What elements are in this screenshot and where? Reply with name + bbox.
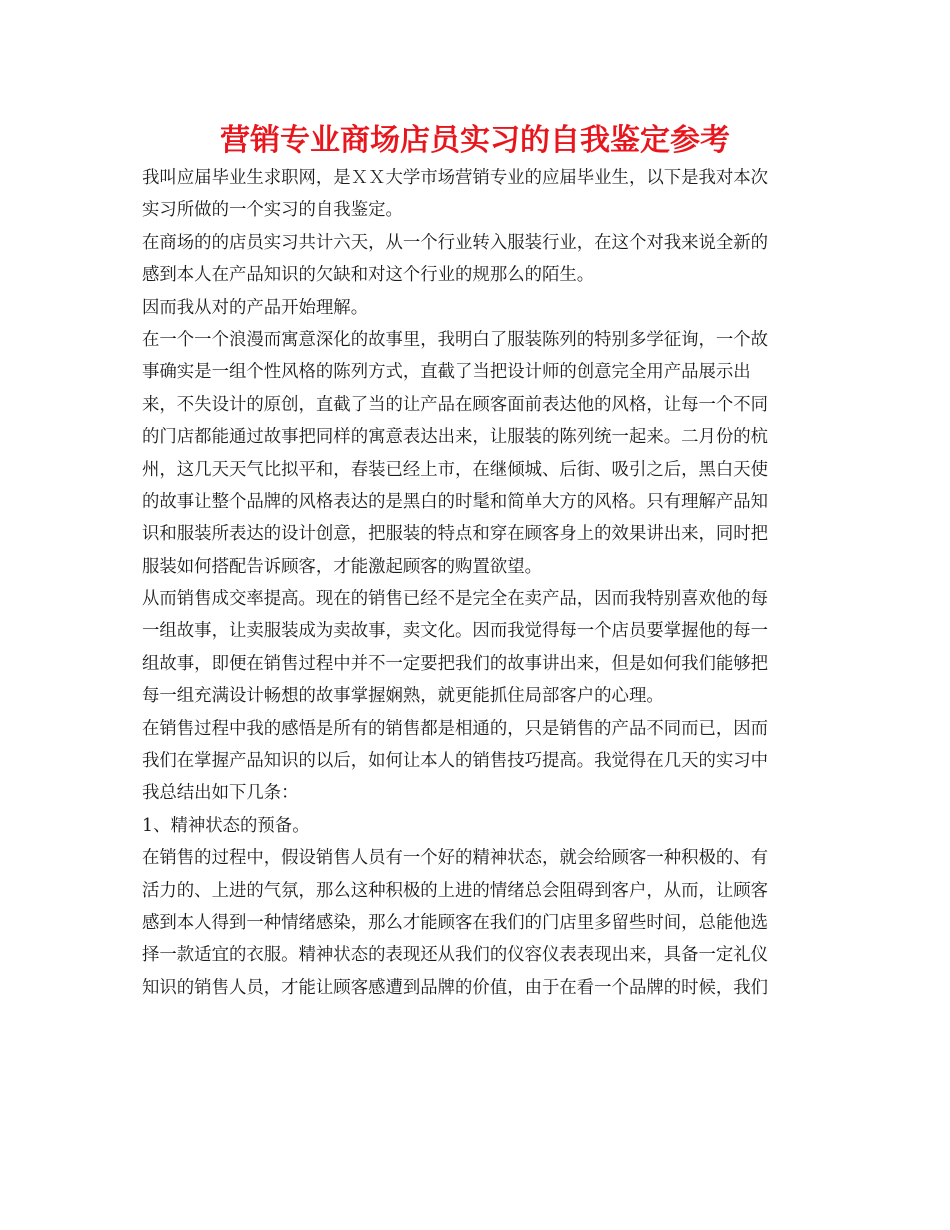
body-line: 因而我从对的产品开始理解。	[142, 297, 369, 318]
body-line: 择一款适宜的衣服。精神状态的表现还从我们的仪容仪表表现出来，具备一定礼仪	[142, 945, 769, 966]
body-line: 识和服装所表达的设计创意，把服装的特点和穿在顾客身上的效果讲出来，同时把	[142, 524, 769, 545]
body-line: 我叫应届毕业生求职网，是ＸＸ大学市场营销专业的应届毕业生，以下是我对本次	[142, 168, 769, 188]
body-line: 服装如何搭配告诉顾客，才能激起顾客的购置欲望。	[142, 556, 542, 577]
body-line: 感到本人在产品知识的欠缺和对这个行业的规那么的陌生。	[142, 265, 595, 286]
body-line: 每一组充满设计畅想的故事掌握娴熟，就更能抓住局部客户的心理。	[142, 686, 664, 707]
body-line: 在一个一个浪漫而寓意深化的故事里，我明白了服装陈列的特别多学征询，一个故	[142, 329, 769, 350]
body-line: 我总结出如下几条：	[142, 783, 299, 804]
body-line: 事确实是一组个性风格的陈列方式，直截了当把设计师的创意完全用产品展示出	[142, 362, 751, 383]
body-line: 感到本人得到一种情绪感染，那么才能顾客在我们的门店里多留些时间，总能他选	[142, 912, 769, 933]
body-line: 1、精神状态的预备。	[142, 815, 310, 836]
body-line: 来，不失设计的原创，直截了当的让产品在顾客面前表达他的风格，让每一个不同	[142, 394, 769, 415]
body-line: 实习所做的一个实习的自我鉴定。	[142, 200, 403, 221]
body-line: 组故事，即便在销售过程中并不一定要把我们的故事讲出来，但是如何我们能够把	[142, 653, 769, 674]
body-line: 在销售的过程中，假设销售人员有一个好的精神状态，就会给顾客一种积极的、有	[142, 848, 769, 869]
body-line: 我们在掌握产品知识的以后，如何让本人的销售技巧提高。我觉得在几天的实习中	[142, 751, 769, 772]
body-line: 的故事让整个品牌的风格表达的是黑白的时髦和简单大方的风格。只有理解产品知	[142, 491, 769, 512]
body-line: 从而销售成交率提高。现在的销售已经不是完全在卖产品，因而我特别喜欢他的每	[142, 589, 769, 610]
body-line: 活力的、上进的气氛，那么这种积极的上进的情绪总会阻碍到客户，从而，让顾客	[142, 880, 769, 901]
body-line: 在商场的的店员实习共计六天，从一个行业转入服装行业，在这个对我来说全新的	[142, 232, 769, 253]
body-line: 知识的销售人员，才能让顾客感遭到品牌的价值，由于在看一个品牌的时候，我们	[142, 977, 769, 998]
body-line: 在销售过程中我的感悟是所有的销售都是相通的，只是销售的产品不同而已，因而	[142, 718, 769, 739]
body-line: 的门店都能通过故事把同样的寓意表达出来，让服装的陈列统一起来。二月份的杭	[142, 427, 769, 448]
document-body	[142, 162, 810, 1004]
body-line: 一组故事，让卖服装成为卖故事，卖文化。因而我觉得每一个店员要掌握他的每一	[142, 621, 769, 642]
document-title: 营销专业商场店员实习的自我鉴定参考	[220, 123, 730, 158]
body-line: 州，这几天天气比拟平和，春装已经上市，在继倾城、后街、吸引之后，黑白天使	[142, 459, 769, 480]
